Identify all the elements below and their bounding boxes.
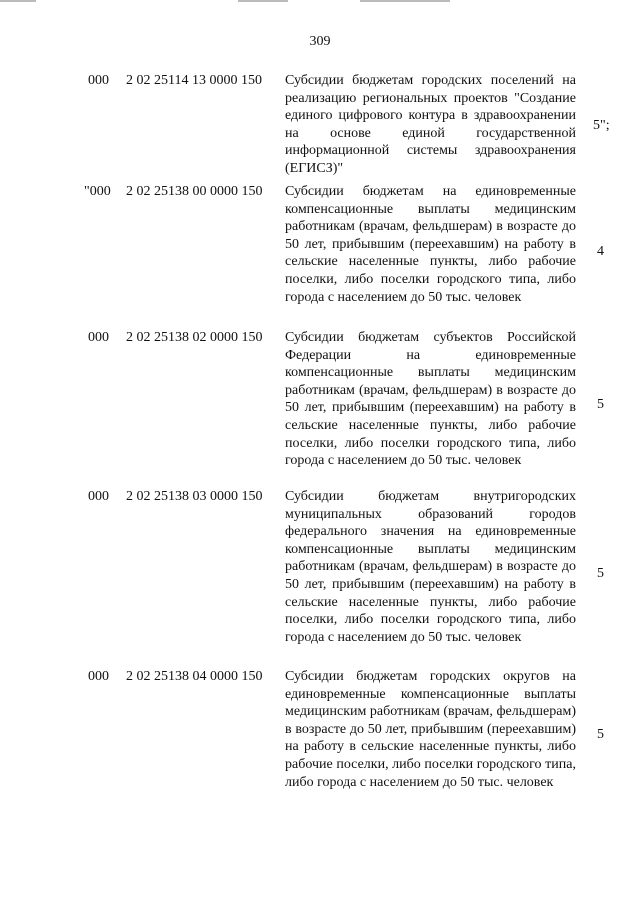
budget-classification-code: 2 02 25138 02 0000 150 xyxy=(126,330,263,345)
budget-classification-code: 2 02 25114 13 0000 150 xyxy=(126,73,262,88)
scan-artifact xyxy=(238,0,288,2)
standard-value: 4 xyxy=(597,244,604,259)
budget-classification-code: 2 02 25138 00 0000 150 xyxy=(126,184,263,199)
income-description: Субсидии бюджетам субъектов Российской Федерации на единовременные компенсационные выплаты медицинским работникам (врачам, фельдшерам) в возрасте до 50 лет, прибывшим (переехавшим) на работу в сельские населенные пункты, либо рабочие поселки, либо поселки городского типа, либо города с населением до 50 тыс. человек xyxy=(285,330,576,469)
budget-classification-code: 2 02 25138 04 0000 150 xyxy=(126,669,263,684)
income-description: Субсидии бюджетам городских поселений на реализацию региональных проектов "Создание единого цифрового контура в здравоохранении на основе единой государственной информационной системы здравоохранения (ЕГИСЗ)" xyxy=(285,73,576,176)
standard-value: 5 xyxy=(597,566,604,581)
income-description: Субсидии бюджетам внутригородских муниципальных образований городов федерального значения на единовременные компенсационные выплаты медицинским работникам (врачам, фельдшерам) в возрасте до 50 лет, прибывшим (переехавшим) на работу в сельские населенные пункты, либо рабочие поселки, либо поселки городского типа, либо города с населением до 50 тыс. человек xyxy=(285,489,576,645)
income-description: Субсидии бюджетам городских округов на единовременные компенсационные выплаты медицинским работникам (врачам, фельдшерам) в возрасте до 50 лет, прибывшим (переехавшим) на работу в сельские населенные пункты, либо рабочие поселки, либо поселки городского типа, либо города с населением до 50 тыс. человек xyxy=(285,669,576,790)
admin-code: "000 xyxy=(84,184,111,199)
admin-code: 000 xyxy=(88,73,109,88)
scan-artifact xyxy=(0,0,36,2)
scan-artifact xyxy=(360,0,450,2)
income-description: Субсидии бюджетам на единовременные компенсационные выплаты медицинским работникам (врачам, фельдшерам) в возрасте до 50 лет, прибывшим (переехавшим) на работу в сельские населенные пункты, либо рабочие поселки, либо поселки городского типа, либо города с населением до 50 тыс. человек xyxy=(285,184,576,305)
standard-value: 5 xyxy=(597,397,604,412)
standard-value: 5"; xyxy=(593,118,610,133)
standard-value: 5 xyxy=(597,727,604,742)
page-number: 309 xyxy=(309,34,331,49)
admin-code: 000 xyxy=(88,330,109,345)
admin-code: 000 xyxy=(88,489,109,504)
budget-classification-code: 2 02 25138 03 0000 150 xyxy=(126,489,263,504)
admin-code: 000 xyxy=(88,669,109,684)
